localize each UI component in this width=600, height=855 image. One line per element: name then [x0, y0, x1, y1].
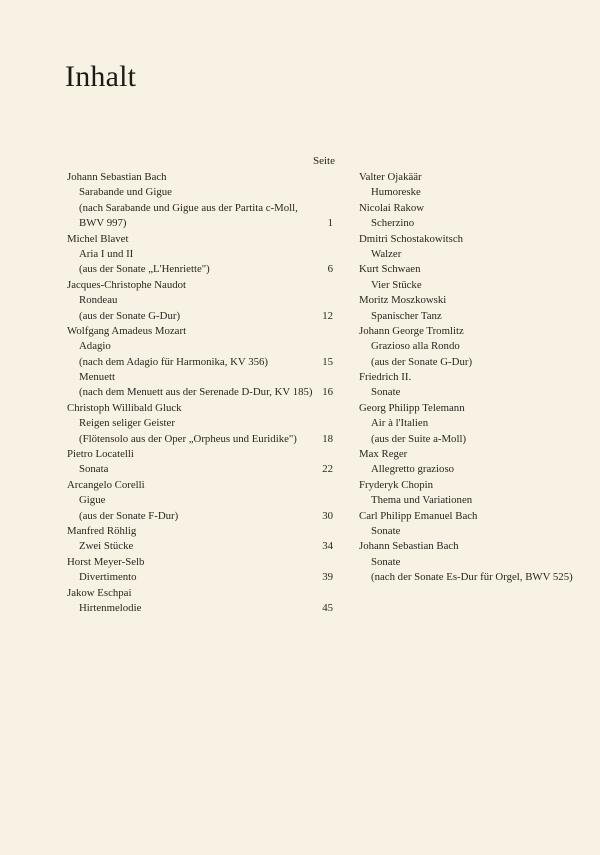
- toc-entry-composer: [359, 293, 589, 308]
- toc-entry-text: Sonate: [371, 386, 401, 399]
- toc-entry-text: Walzer: [371, 247, 402, 260]
- page-number-column-header: Seite: [313, 155, 335, 167]
- toc-entry-text: (nach dem Menuett aus der Serenade D-Dur, KV 185): [79, 386, 313, 399]
- toc-entry-text: (aus der Suite a-Moll): [371, 432, 467, 445]
- toc-entry-text: Carl Philipp Emanuel Bach: [359, 509, 478, 522]
- toc-entry-text: (nach Sarabande und Gigue aus der Partita c-Moll,: [79, 201, 298, 214]
- toc-entry-text: Michel Blavet: [67, 232, 129, 245]
- toc-entry-text: Menuett: [79, 371, 115, 384]
- toc-entry-work: [359, 216, 589, 231]
- toc-page-number: 30: [322, 509, 333, 522]
- toc-page-number: 16: [322, 386, 333, 399]
- toc-entry-work: [67, 416, 333, 431]
- toc-entry-text: Nicolai Rakow: [359, 201, 425, 214]
- toc-entry-work: [67, 201, 333, 216]
- toc-entry-text: Hirtenmelodie: [79, 601, 142, 614]
- toc-entry-text: Valter Ojakäär: [359, 171, 422, 183]
- toc-entry-text: Allegretto grazioso: [371, 463, 455, 476]
- toc-page-number: 6: [327, 263, 333, 276]
- toc-entry-composer: [67, 324, 333, 339]
- toc-entry-text: (nach der Sonate Es-Dur für Orgel, BWV 525): [371, 571, 573, 584]
- toc-entry-work: [359, 355, 589, 370]
- toc-entry-work: [67, 432, 333, 447]
- toc-entry-work: [67, 247, 333, 262]
- toc-entry-text: Pietro Locatelli: [67, 448, 134, 461]
- toc-entry-composer: [67, 586, 333, 601]
- toc-entry-text: (aus der Sonate G-Dur): [79, 309, 181, 322]
- toc-entry-text: Johann Sebastian Bach: [67, 171, 167, 183]
- toc-entry-text: Horst Meyer-Selb: [67, 555, 145, 568]
- toc-page-number: 1: [327, 217, 333, 230]
- toc-entry-text: Sarabande und Gigue: [79, 186, 172, 199]
- toc-entry-text: Jacques-Christophe Naudot: [67, 278, 187, 291]
- toc-entry-work: [67, 493, 333, 508]
- toc-entry-work: [67, 570, 333, 585]
- toc-entry-work: [359, 339, 589, 354]
- toc-entry-work: [67, 509, 333, 524]
- toc-entry-text: Spanischer Tanz: [371, 309, 442, 322]
- toc-entry-text: Kurt Schwaen: [359, 263, 421, 276]
- toc-entry-text: Zwei Stücke: [79, 540, 134, 553]
- toc-entry-text: Fryderyk Chopin: [359, 478, 434, 491]
- toc-entry-work: [359, 247, 589, 262]
- toc-entry-text: (aus der Sonate G-Dur): [371, 355, 473, 368]
- toc-entry-text: Sonate: [371, 555, 401, 568]
- toc-entry-composer: [67, 401, 333, 416]
- toc-entry-work: [359, 555, 589, 570]
- toc-entry-text: Wolfgang Amadeus Mozart: [67, 324, 187, 337]
- toc-entry-text: Scherzino: [371, 217, 415, 230]
- toc-entry-work: [359, 493, 589, 508]
- toc-entry-work: [359, 309, 589, 324]
- toc-entry-text: Air à l'Italien: [371, 417, 429, 430]
- toc-entry-work: [359, 185, 589, 200]
- toc-entry-text: Moritz Moszkowski: [359, 294, 447, 307]
- toc-entry-text: Arcangelo Corelli: [67, 478, 145, 491]
- toc-entry-text: BWV 997): [79, 217, 127, 230]
- toc-entry-composer: [67, 555, 333, 570]
- toc-entry-work: [67, 370, 333, 385]
- toc-entry-work: [67, 339, 333, 354]
- toc-entry-composer: [359, 262, 589, 277]
- toc-entry-work: [359, 416, 589, 431]
- toc-entry-work: [359, 385, 589, 400]
- toc-entry-work: [67, 601, 333, 616]
- toc-entry-text: (nach dem Adagio für Harmonika, KV 356): [79, 355, 268, 368]
- toc-entry-work: [359, 524, 589, 539]
- toc-entry-text: Sonata: [79, 463, 109, 476]
- toc-entry-composer: [359, 370, 589, 385]
- toc-entry-text: Divertimento: [79, 571, 137, 584]
- toc-entry-text: Vier Stücke: [371, 278, 422, 291]
- toc-entry-work: [67, 216, 333, 231]
- toc-entry-composer: [359, 447, 589, 462]
- toc-entry-text: Dmitri Schostakowitsch: [359, 232, 464, 245]
- toc-entry-text: (Flötensolo aus der Oper „Orpheus und Euridike"): [79, 432, 297, 445]
- toc-page-number: 22: [322, 463, 333, 476]
- toc-entry-composer: [67, 170, 333, 185]
- toc-entry-composer: [359, 401, 589, 416]
- toc-entry-text: Georg Philipp Telemann: [359, 401, 465, 414]
- toc-entry-composer: [359, 478, 589, 493]
- toc-entry-composer: [359, 539, 589, 554]
- toc-page-number: 45: [322, 601, 333, 614]
- toc-entry-text: Reigen seliger Geister: [79, 417, 175, 430]
- toc-entry-work: [67, 355, 333, 370]
- toc-entry-text: Friedrich II.: [359, 371, 412, 384]
- toc-entry-text: Christoph Willibald Gluck: [67, 401, 182, 414]
- toc-entry-composer: [67, 524, 333, 539]
- toc-right-column: [359, 170, 589, 586]
- toc-entry-text: Rondeau: [79, 294, 118, 307]
- toc-page-number: 12: [322, 309, 333, 322]
- toc-entry-work: [67, 293, 333, 308]
- toc-entry-work: [67, 185, 333, 200]
- toc-entry-text: Jakow Eschpai: [67, 586, 132, 599]
- toc-entry-text: Johann George Tromlitz: [359, 324, 464, 337]
- toc-entry-work: [67, 262, 333, 277]
- toc-entry-work: [67, 309, 333, 324]
- toc-page-number: 15: [322, 355, 333, 368]
- toc-entry-work: [359, 432, 589, 447]
- toc-entry-work: [67, 539, 333, 554]
- page-title: Inhalt: [65, 60, 137, 93]
- toc-entry-composer: [359, 201, 589, 216]
- toc-entry-work: [67, 462, 333, 477]
- toc-entry-composer: [67, 447, 333, 462]
- toc-page-number: 18: [322, 432, 333, 445]
- toc-entry-work: [359, 462, 589, 477]
- toc-left-column: [67, 170, 333, 616]
- toc-entry-composer: [359, 170, 589, 185]
- toc-entry-text: Humoreske: [371, 186, 421, 199]
- toc-entry-composer: [359, 324, 589, 339]
- toc-entry-composer: [67, 478, 333, 493]
- toc-entry-work: [359, 570, 589, 585]
- toc-entry-composer: [67, 232, 333, 247]
- toc-entry-composer: [359, 509, 589, 524]
- toc-entry-text: Manfred Röhlig: [67, 524, 137, 537]
- toc-entry-composer: [359, 232, 589, 247]
- toc-page-number: 34: [322, 540, 333, 553]
- toc-entry-text: Thema und Variationen: [371, 494, 473, 507]
- toc-entry-text: (aus der Sonate F-Dur): [79, 509, 179, 522]
- toc-page-number: 39: [322, 571, 333, 584]
- toc-entry-text: Johann Sebastian Bach: [359, 540, 459, 553]
- toc-entry-work: [67, 385, 333, 400]
- toc-entry-work: [359, 278, 589, 293]
- toc-entry-text: Aria I und II: [79, 247, 134, 260]
- toc-entry-text: Max Reger: [359, 448, 408, 461]
- toc-entry-text: Grazioso alla Rondo: [371, 340, 460, 353]
- toc-entry-text: Adagio: [79, 340, 111, 353]
- toc-entry-text: Gigue: [79, 494, 106, 507]
- toc-entry-text: Sonate: [371, 524, 401, 537]
- toc-entry-composer: [67, 278, 333, 293]
- toc-entry-text: (aus der Sonate „L'Henriette"): [79, 263, 210, 276]
